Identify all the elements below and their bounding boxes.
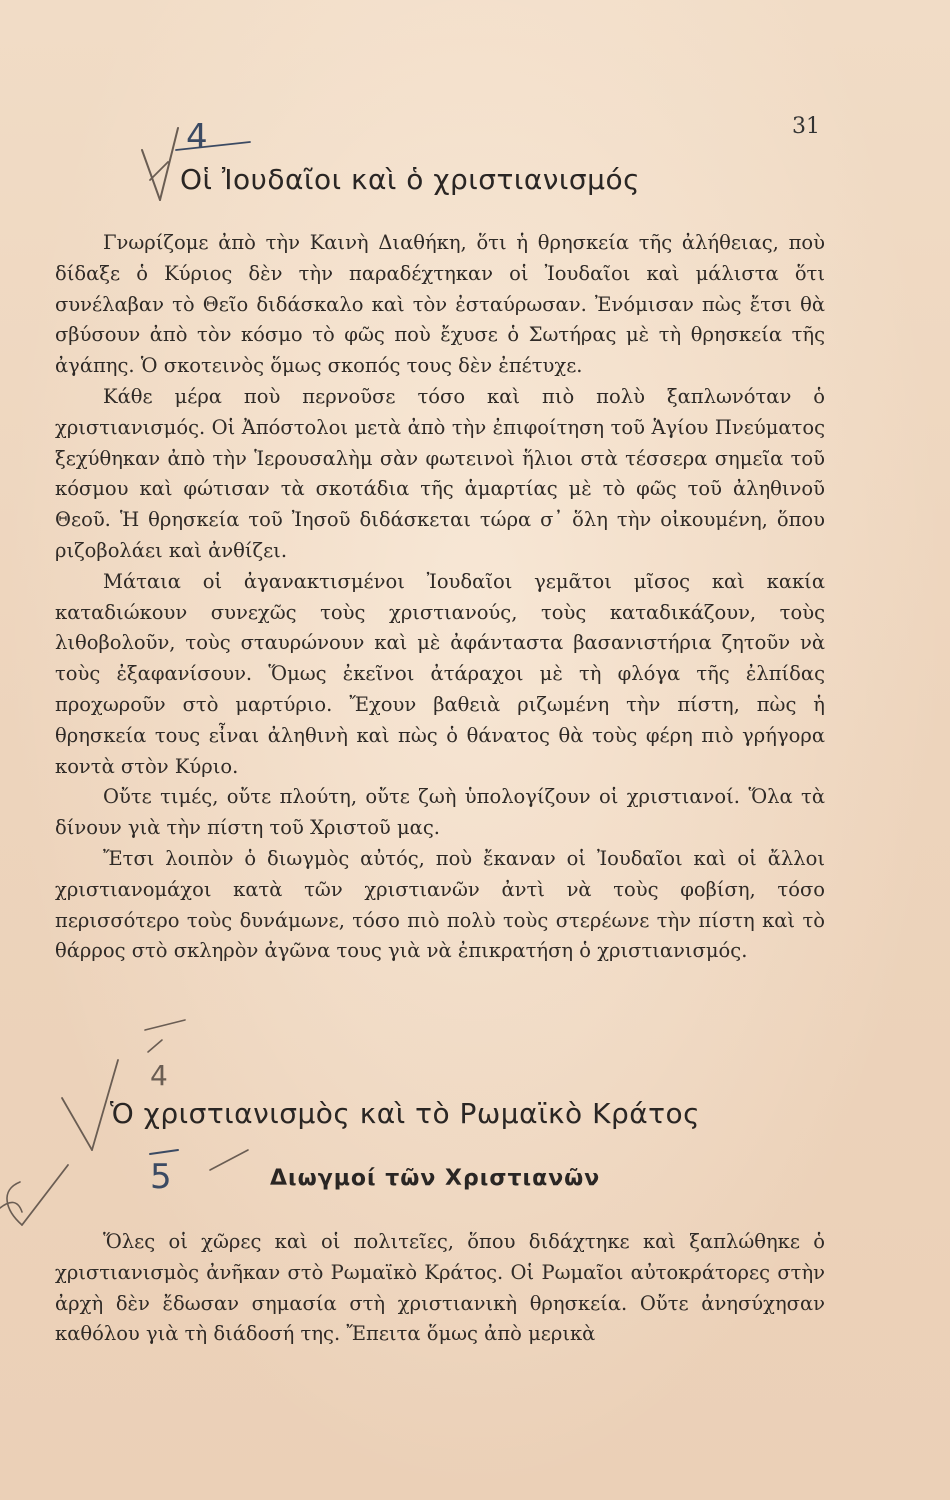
paragraph: Ὅλες οἱ χῶρες καὶ οἱ πολιτεῖες, ὅπου διδάχτηκε καὶ ξαπλώθηκε ὁ χριστιανισμὸς ἀνῆκαν στὸ Ρωμαϊκὸ Κράτος. Οἱ Ρωμαῖοι αὐτοκράτορες στὴν ἀρχὴ δὲν ἔδωσαν σημασία στὴ χριστιανικὴ θρησκεία. Οὔτε ἀνησύχησαν καθόλου γιὰ τὴ διάδοσή της. Ἔπειτα ὅμως ἀπὸ μερικὰ xyxy=(55,1230,825,1346)
section-body-jews-and-christianity xyxy=(55,228,825,967)
paragraph: Μάταια οἱ ἀγανακτισμένοι Ἰουδαῖοι γεμᾶτοι μῖσος καὶ κακία καταδιώκουν συνεχῶς τοὺς χριστιανούς, τοὺς καταδικάζουν, τοὺς λιθοβολοῦν, τοὺς σταυρώνουν καὶ μὲ ἀφάνταστα βασανιστήρια ζητοῦν νὰ τοὺς ἐξαφανίσουν. Ὅμως ἐκεῖνοι ἀτάραχοι μὲ τὴ φλόγα τῆς ἐλπίδας προχωροῦν στὸ μαρτύριο. Ἔχουν βαθειὰ ριζωμένη τὴν πίστη, πὼς ἡ θρησκεία τους εἶναι ἀληθινὴ καὶ πὼς ὁ θάνατος θὰ τοὺς φέρη πιὸ γρήγορα κοντὰ στὸν Κύριο. xyxy=(55,569,825,778)
margin-note-number: 4 xyxy=(186,117,208,157)
pencil-stroke xyxy=(210,1150,248,1170)
paragraph: Κάθε μέρα ποὺ περνοῦσε τόσο καὶ πιὸ πολὺ ξαπλωνόταν ὁ χριστιανισμός. Οἱ Ἀπόστολοι μετὰ ἀπὸ τὴν ἐπιφοίτηση τοῦ Ἁγίου Πνεύματος ξεχύθηκαν ἀπὸ τὴν Ἱερουσαλὴμ σὰν φωτεινοὶ ἥλιοι στὰ τέσσερα σημεῖα τοῦ κόσμου καὶ φώτισαν τὰ σκοτάδια τῆς ἁμαρτίας μὲ τὸ φῶς τοῦ ἀληθινοῦ Θεοῦ. Ἡ θρησκεία τοῦ Ἰησοῦ διδάσκεται τώρα σ᾿ ὅλη τὴν οἰκουμένη, ὅπου ριζοβολάει καὶ ἀνθίζει. xyxy=(55,384,825,562)
paragraph: Γνωρίζομε ἀπὸ τὴν Καινὴ Διαθήκη, ὅτι ἡ θρησκεία τῆς ἀλήθειας, ποὺ δίδαξε ὁ Κύριος δὲν τὴν παραδέχτηκαν οἱ Ἰουδαῖοι καὶ μάλιστα ὅτι συνέλαβαν τὸ Θεῖο διδάσκαλο καὶ τὸν ἐσταύρωσαν. Ἐνόμισαν πὼς ἔτσι θὰ σβύσουν ἀπὸ τὸν κόσμο τὸ φῶς ποὺ ἔχυσε ὁ Σωτήρας μὲ τὴ θρησκεία τῆς ἀγάπης. Ὁ σκοτεινὸς ὅμως σκοπός τους δὲν ἐπέτυχε. xyxy=(55,231,825,378)
paragraph: Ἔτσι λοιπὸν ὁ διωγμὸς αὐτός, ποὺ ἔκαναν οἱ Ἰουδαῖοι καὶ οἱ ἄλλοι χριστιανομάχοι κατὰ τῶν χριστιανῶν ἀντὶ νὰ τοὺς φοβίση, τόσο περισσότερο τοὺς δυνάμωνε, τόσο πιὸ πολὺ τοὺς στερέωνε τὴν πίστη καὶ τὸ θάρρος στὸ σκληρὸν ἀγῶνα τους γιὰ νὰ ἐπικρατήση ὁ χριστιανισμός. xyxy=(55,846,825,963)
margin-note-number: 4 xyxy=(150,1059,168,1092)
pencil-stroke xyxy=(145,1020,185,1030)
page-number: 31 xyxy=(792,114,820,139)
pencil-stroke xyxy=(148,1040,162,1052)
section-title-christianity-and-roman-state: Ὁ χριστιανισμὸς καὶ τὸ Ρωμαϊκὸ Κράτος xyxy=(110,1097,701,1130)
pencil-tick-mark xyxy=(160,128,178,200)
margin-note-number: 5 xyxy=(150,1157,172,1197)
pencil-curl xyxy=(7,1182,22,1225)
paragraph: Οὔτε τιμές, οὔτε πλούτη, οὔτε ζωὴ ὑπολογίζουν οἱ χριστιανοί. Ὅλα τὰ δίνουν γιὰ τὴν πίστη τοῦ Χριστοῦ μας. xyxy=(55,785,825,840)
pencil-tick-mark xyxy=(142,150,160,200)
pencil-line xyxy=(22,1165,68,1225)
pencil-line xyxy=(62,1098,92,1150)
pencil-hook xyxy=(0,1202,22,1212)
section-subtitle-persecutions: Διωγμοί τῶν Χριστιανῶν xyxy=(270,1166,601,1191)
section-body-persecutions xyxy=(55,1227,825,1350)
section-title-jews-and-christianity: Οἱ Ἰουδαῖοι καὶ ὁ χριστιανισμός xyxy=(180,163,641,196)
pencil-stroke xyxy=(150,162,168,180)
ink-dash xyxy=(150,1150,178,1154)
ink-underline xyxy=(176,142,250,150)
